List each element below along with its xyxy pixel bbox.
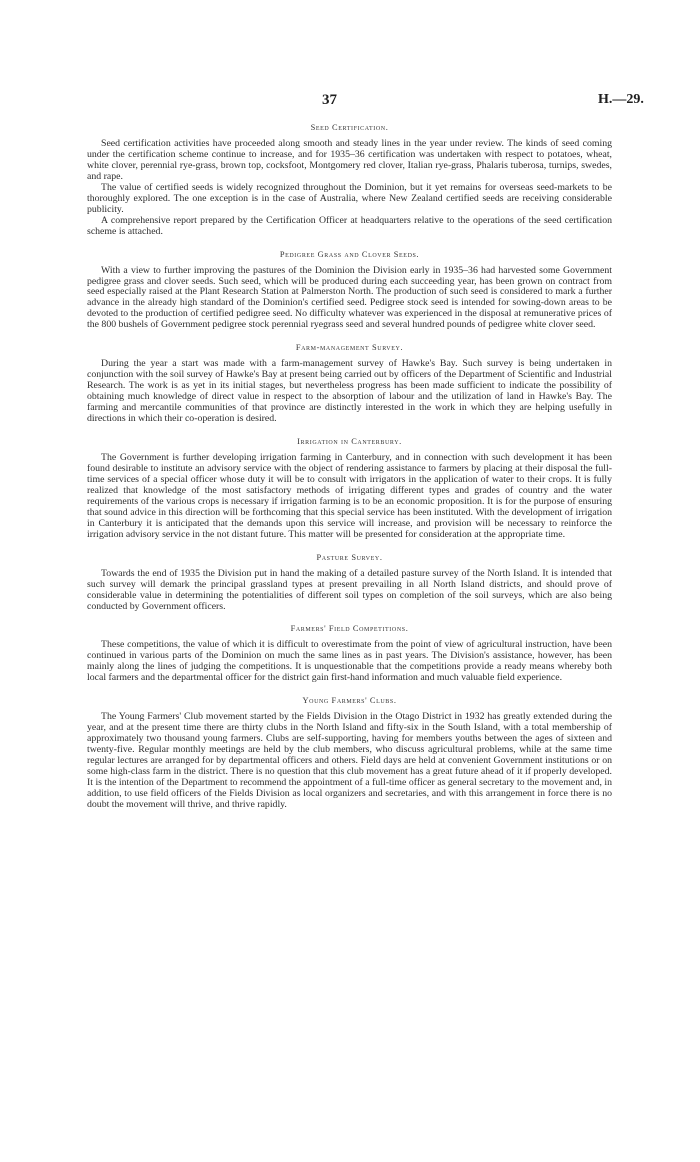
section-heading: Irrigation in Canterbury. <box>297 437 402 447</box>
section-farm-management-survey <box>87 342 612 425</box>
page-number: 37 <box>322 92 337 108</box>
document-body <box>87 122 612 822</box>
section-heading: Farmers' Field Competitions. <box>290 624 409 634</box>
section-heading: Farm-management Survey. <box>295 343 404 353</box>
paragraph: The Young Farmers' Club movement started by the Fields Division in the Otago District in 1932 has greatly extended during the year, and at the present time there are thirty clubs in the North Island and fifty-six in the South Island, with a total membership of approximately two thousand young farmers. Clubs are self-supporting, having for members youths between the ages of sixteen and twenty-five. Regular monthly meetings are held by the club members, who discuss agricultural problems, while at the same time regular lectures are arranged for by departmental officers and others. Field days are held at convenient Government institutions or on some high-class farm in the district. There is no question that this club movement has a great future ahead of it if properly developed. It is the intention of the Department to recommend the appointment of a full-time officer as general secretary to the movement and, in addition, to use field officers of the Fields Division as local organizers and secretaries, and with this arrangement in force there is no doubt the movement will thrive, and thrive rapidly. <box>87 711 612 810</box>
section-heading: Pasture Survey. <box>316 552 383 562</box>
paragraph: These competitions, the value of which it is difficult to overestimate from the point of view of agricultural instruction, have been continued in various parts of the Dominion on much the same lines as in past years. The Division's assistance, however, has been mainly along the lines of judging the competitions. It is unquestionable that the competitions provide a ready means whereby both local farmers and the departmental officer for the district gain first-hand information and much valuable field experience. <box>87 639 612 684</box>
section-seed-certification <box>87 122 612 238</box>
paragraph: Towards the end of 1935 the Division put in hand the making of a detailed pasture survey of the North Island. It is intended that such survey will demark the principal grassland types at present prevailing in all North Island districts, and should prove of considerable value in determining the potentialities of different soil types on completion of the soil surveys, which are also being conducted by Government officers. <box>87 567 612 612</box>
section-heading: Seed Certification. <box>310 123 389 132</box>
section-pedigree-seeds <box>87 249 612 332</box>
section-irrigation-canterbury <box>87 436 612 541</box>
paragraph: A comprehensive report prepared by the Certification Officer at headquarters relative to the operations of the seed certification scheme is attached. <box>87 214 612 237</box>
paragraph: Seed certification activities have proceeded along smooth and steady lines in the year under review. The kinds of seed coming under the certification scheme continue to increase, and for 1935–36 certification was undertaken with respect to potatoes, wheat, white clover, perennial rye-grass, brown top, cocksfoot, Montgomery red clover, Italian rye-grass, Phalaris tuberosa, turnips, swedes, and rape. <box>87 138 612 182</box>
paragraph: With a view to further improving the pastures of the Dominion the Division early in 1935–36 had harvested some Government pedigree grass and clover seeds. Such seed, which will be produced during each succeeding year, has been grown on contract from seed especially raised at the Plant Research Station at Palmerston North. The production of such seed is considered to mark a further advance in the already high standard of the Dominion's certified seed. Pedigree stock seed is intended for sowing-down areas to be devoted to the production of certified pedigree seed. No difficulty whatever was experienced in the disposal at remunerative prices of the 800 bushels of Government pedigree stock perennial ryegrass seed and several hundred pounds of pedigree white clover seed. <box>87 264 612 331</box>
section-field-competitions <box>87 623 612 684</box>
section-pasture-survey <box>87 552 612 613</box>
section-young-farmers-clubs <box>87 695 612 811</box>
document-reference: H.—29. <box>598 92 644 107</box>
section-heading: Pedigree Grass and Clover Seeds. <box>279 249 420 259</box>
paragraph: During the year a start was made with a farm-management survey of Hawke's Bay. Such survey is being undertaken in conjunction with the soil survey of Hawke's Bay at present being carried out by officers of the Department of Scientific and Industrial Research. The work is as yet in its initial stages, but nevertheless progress has been made sufficient to indicate the possibility of obtaining much knowledge of direct value in respect to the absorption of labour and the utilization of land in Hawke's Bay. The farming and mercantile communities of that province are distinctly interested in the work in which they are helping usefully in directions in which their co-operation is desired. <box>87 358 612 425</box>
paragraph: The value of certified seeds is widely recognized throughout the Dominion, but it yet remains for overseas seed-markets to be thoroughly explored. The one exception is in the case of Australia, where New Zealand certified seeds are receiving considerable publicity. <box>87 181 612 215</box>
section-heading: Young Farmers' Clubs. <box>302 696 397 706</box>
paragraph: The Government is further developing irrigation farming in Canterbury, and in connection with such development it has been found desirable to institute an advisory service with the object of rendering assistance to farmers by placing at their disposal the full-time services of a special officer whose duty it will be to consult with irrigators in the application of water to their crops. It is fully realized that knowledge of the most satisfactory methods of irrigating different types and grades of country and the water requirements of the various crops is necessary if irrigation farming is to be an economic proposition. It is for the purpose of ensuring that sound advice in this direction will be forthcoming that this special service has been instituted. With the development of irrigation in Canterbury it is anticipated that the demands upon this service will increase, and provision will be necessary to reinforce the irrigation advisory service in the not distant future. This matter will be presented for consideration at the appropriate time. <box>87 452 612 540</box>
